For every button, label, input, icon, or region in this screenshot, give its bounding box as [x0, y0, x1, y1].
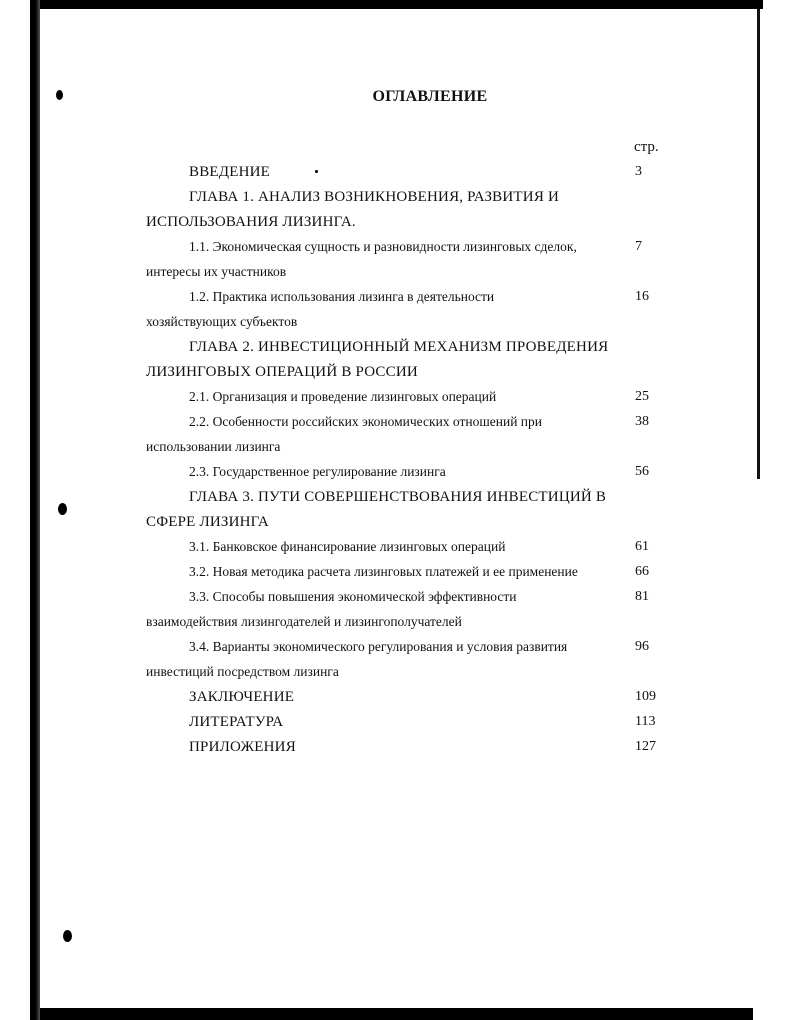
toc-page-number: 127 — [635, 739, 656, 754]
toc-chapter-2-heading-cont: ЛИЗИНГОВЫХ ОПЕРАЦИЙ В РОССИИ — [146, 364, 418, 380]
toc-section-3-1: 3.1. Банковское финансирование лизинговых операций — [189, 539, 506, 554]
toc-section-1-2-cont: хозяйствующих субъектов — [146, 314, 298, 329]
toc-page-number: 96 — [635, 639, 649, 654]
toc-chapter-3-heading: ГЛАВА 3. ПУТИ СОВЕРШЕНСТВОВАНИЯ ИНВЕСТИЦИЙ В — [189, 489, 607, 505]
toc-page-number: 81 — [635, 589, 649, 604]
toc-section-2-1: 2.1. Организация и проведение лизинговых операций — [189, 389, 497, 404]
toc-section-1-1: 1.1. Экономическая сущность и разновидности лизинговых сделок, — [189, 239, 577, 254]
toc-page-number: 56 — [635, 464, 649, 479]
toc-section-3-3: 3.3. Способы повышения экономической эффективности — [189, 589, 517, 604]
toc-section-1-2: 1.2. Практика использования лизинга в деятельности — [189, 289, 495, 304]
toc-page-number: 25 — [635, 389, 649, 404]
scan-edge-right — [757, 9, 760, 479]
toc-page-number: 113 — [635, 714, 656, 729]
toc-page-number: 7 — [635, 239, 642, 254]
toc-page-number: 61 — [635, 539, 649, 554]
scan-speck — [63, 930, 72, 942]
toc-section-2-2: 2.2. Особенности российских экономических отношений при — [189, 414, 542, 429]
page-title: ОГЛАВЛЕНИЕ — [372, 88, 488, 105]
toc-chapter-3-heading-cont: СФЕРЕ ЛИЗИНГА — [146, 514, 269, 530]
toc-page-number: 109 — [635, 689, 656, 704]
toc-section-3-2: 3.2. Новая методика расчета лизинговых платежей и ее применение — [189, 564, 578, 579]
toc-chapter-2-heading: ГЛАВА 2. ИНВЕСТИЦИОННЫЙ МЕХАНИЗМ ПРОВЕДЕНИЯ — [189, 339, 609, 355]
toc-entry-introduction: ВВЕДЕНИЕ — [189, 164, 270, 180]
scan-edge-top — [38, 0, 763, 9]
toc-entry-appendices: ПРИЛОЖЕНИЯ — [189, 739, 296, 755]
toc-page-number: 38 — [635, 414, 649, 429]
toc-chapter-1-heading-cont: ИСПОЛЬЗОВАНИЯ ЛИЗИНГА. — [146, 214, 356, 230]
toc-section-3-3-cont: взаимодействия лизингодателей и лизингополучателей — [146, 614, 462, 629]
toc-section-3-4-cont: инвестиций посредством лизинга — [146, 664, 339, 679]
toc-page-number: 16 — [635, 289, 649, 304]
scan-speck — [58, 503, 67, 515]
toc-chapter-1-heading: ГЛАВА 1. АНАЛИЗ ВОЗНИКНОВЕНИЯ, РАЗВИТИЯ И — [189, 189, 560, 205]
scan-speck — [315, 170, 318, 173]
toc-section-2-2-cont: использовании лизинга — [146, 439, 281, 454]
toc-section-1-1-cont: интересы их участников — [146, 264, 287, 279]
scan-edge-bottom — [40, 1008, 753, 1020]
toc-entry-conclusion: ЗАКЛЮЧЕНИЕ — [189, 689, 295, 705]
toc-section-2-3: 2.3. Государственное регулирование лизинга — [189, 464, 446, 479]
toc-entry-literature: ЛИТЕРАТУРА — [189, 714, 284, 730]
scan-edge-left — [30, 0, 40, 1020]
toc-page-number: 66 — [635, 564, 649, 579]
toc-page-number: 3 — [635, 164, 642, 179]
toc-section-3-4: 3.4. Варианты экономического регулирования и условия развития — [189, 639, 568, 654]
page-column-label: стр. — [634, 139, 659, 155]
